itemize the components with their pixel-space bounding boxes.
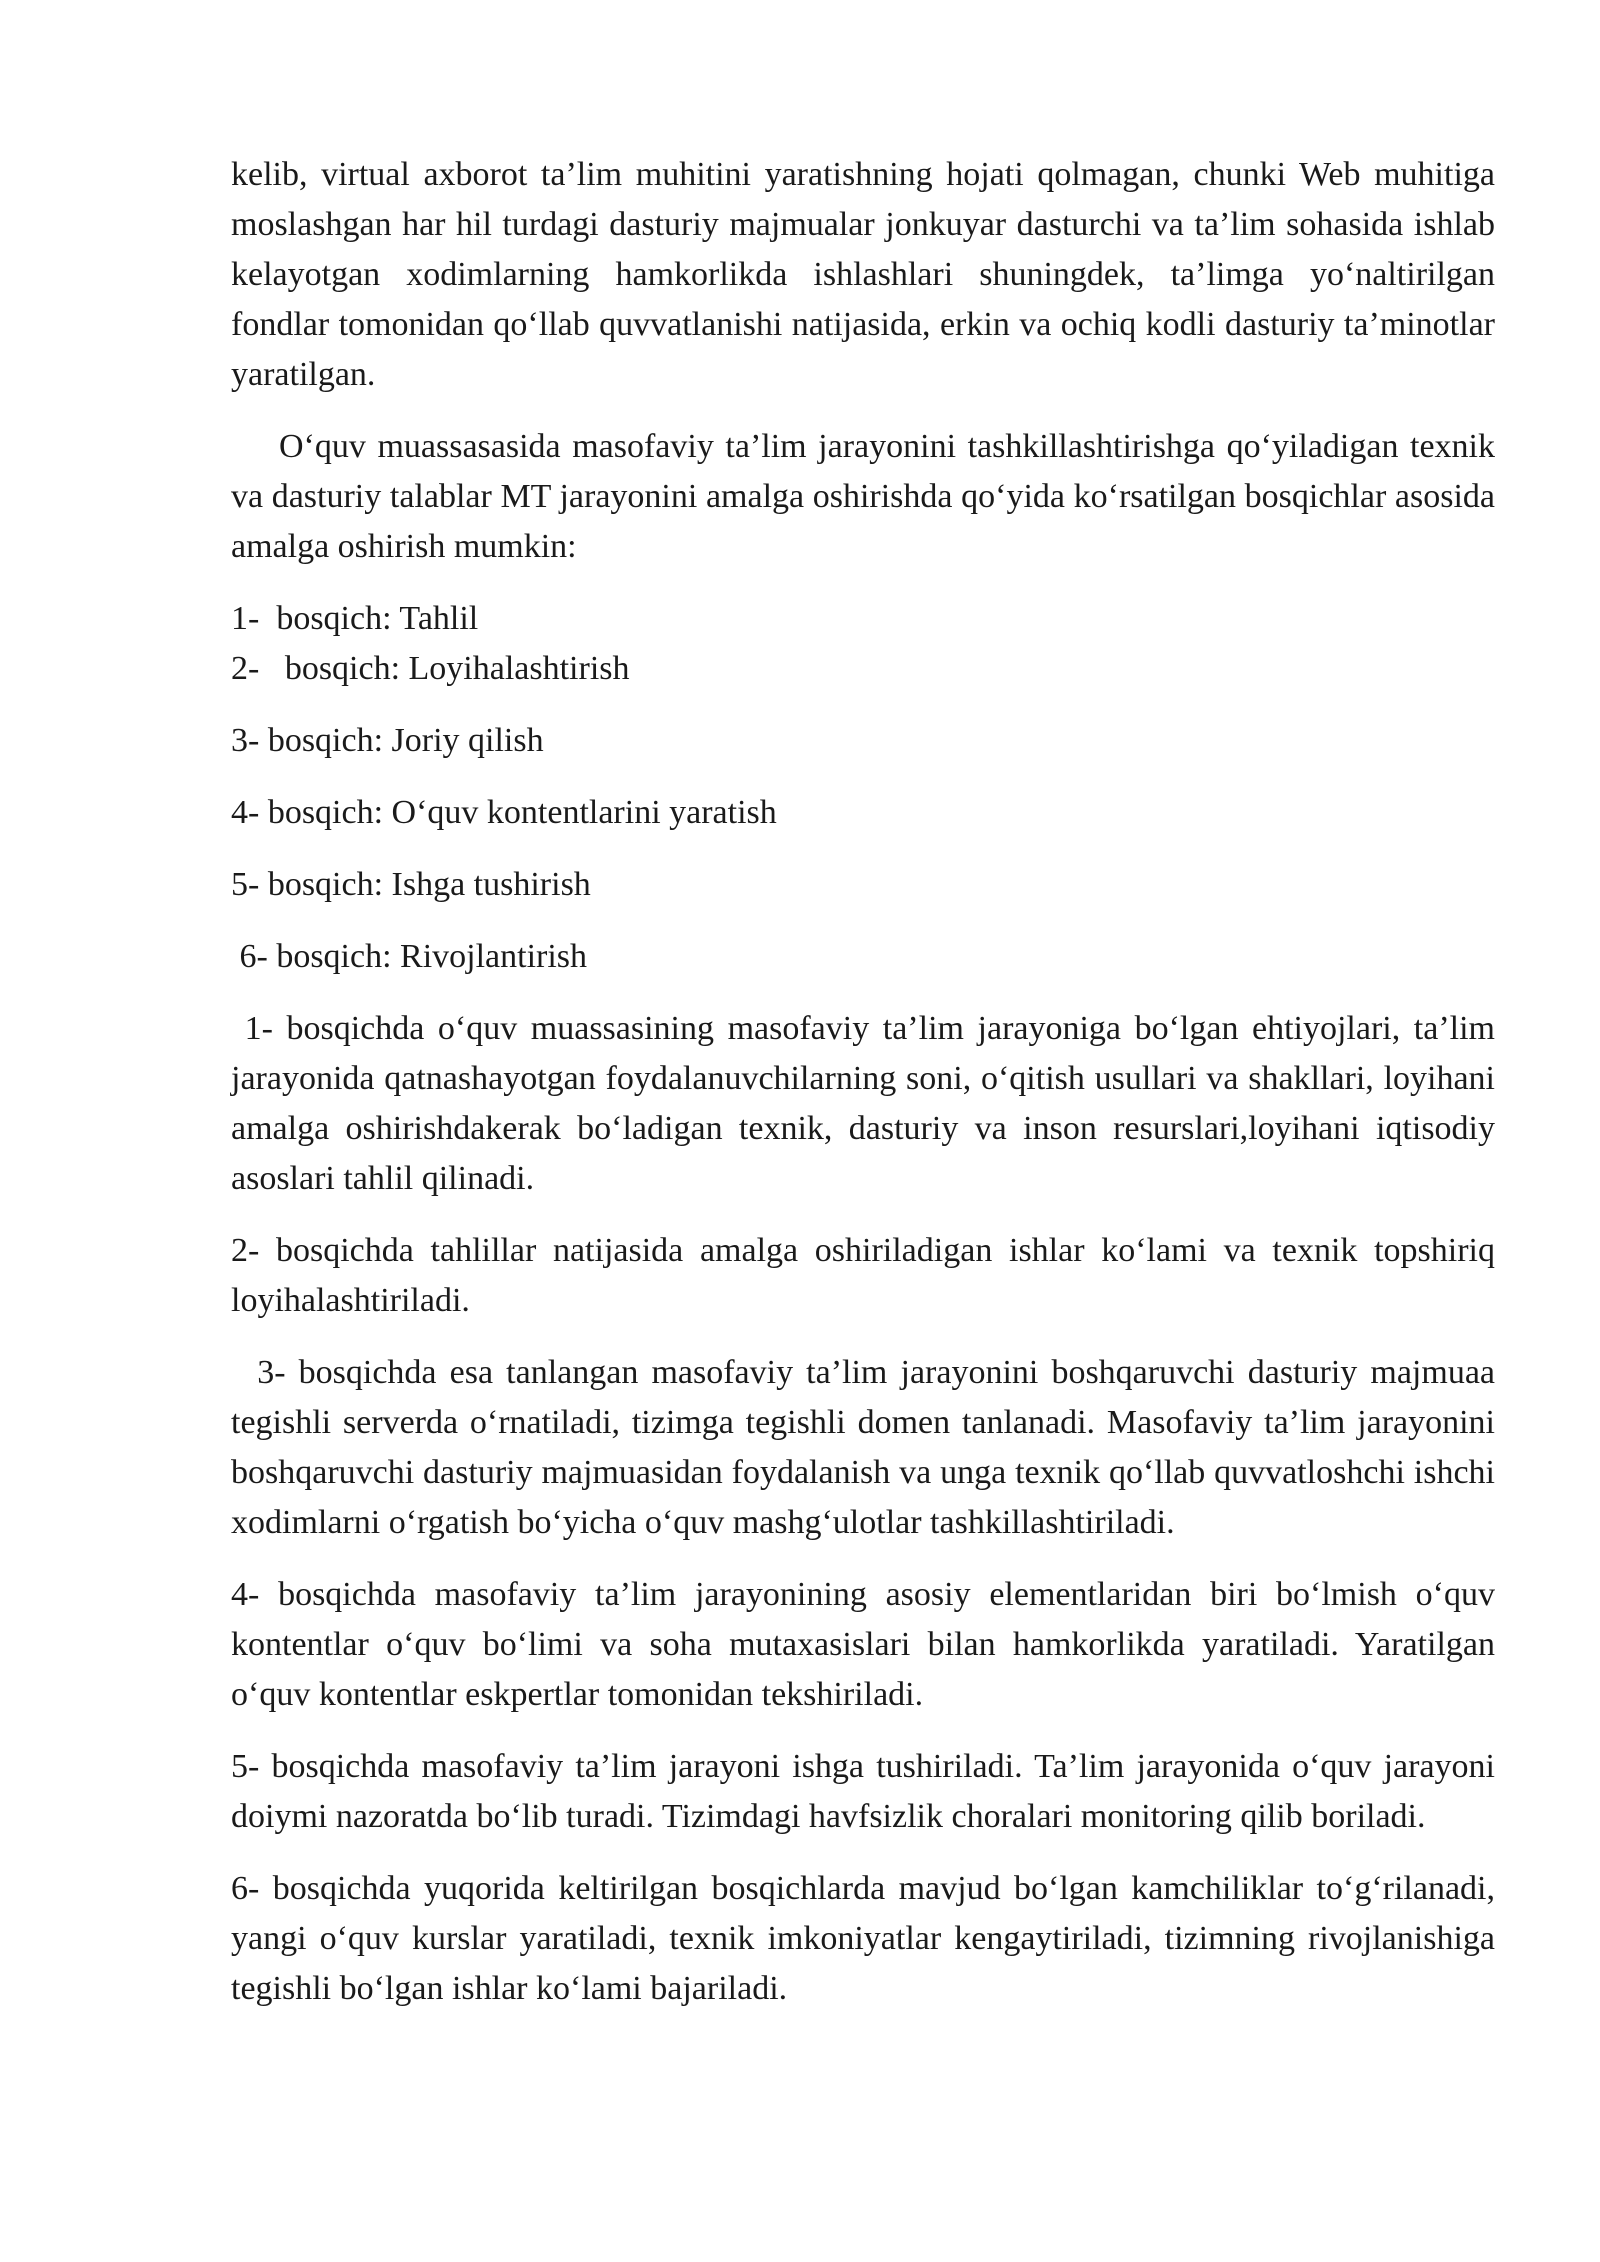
intro-paragraph: kelib, virtual axborot ta’lim muhitini yaratishning hojati qolmagan, chunki Web muhitiga moslashgan har hil turdagi dasturiy majmualar jonkuyar dasturchi va ta’lim sohasida ishlab kelayotgan xodimlarning hamkorlikda ishlashlari shuningdek, ta’limga yo‘naltirilgan fondlar tomonidan qo‘llab quvvatlanishi natijasida, erkin va ochiq kodli dasturiy ta’minotlar yaratilgan. xyxy=(231,156,1495,393)
step-detail-6: 6- bosqichda yuqorida keltirilgan bosqichlarda mavjud bo‘lgan kamchiliklar to‘g‘rilanadi, yangi o‘quv kurslar yaratiladi, texnik imkoniyatlar kengaytiriladi, tizimning rivojlanishiga tegishli bo‘lgan ishlar ko‘lami bajariladi. xyxy=(231,1870,1495,2007)
step-item-5: 5- bosqich: Ishga tushirish xyxy=(231,866,591,903)
step-detail-5: 5- bosqichda masofaviy ta’lim jarayoni ishga tushiriladi. Ta’lim jarayonida o‘quv jarayoni doiymi nazoratda bo‘lib turadi. Tizimdagi havfsizlik choralari monitoring qilib boriladi. xyxy=(231,1748,1495,1835)
step-item-6: 6- bosqich: Rivojlantirish xyxy=(231,938,588,975)
document-page xyxy=(231,150,1504,2014)
step-item-1: 1- bosqich: Tahlil xyxy=(231,600,479,637)
step-detail-1: 1- bosqichda o‘quv muassasining masofaviy ta’lim jarayoniga bo‘lgan ehtiyojlari, ta’lim jarayonida qatnashayotgan foydalanuvchilarning soni, o‘qitish usullari va shakllari, loyihani amalga oshirishdakerak bo‘ladigan texnik, dasturiy va inson resurslari,loyihani iqtisodiy asoslari tahlil qilinadi. xyxy=(231,1010,1504,1197)
step-detail-2: 2- bosqichda tahlillar natijasida amalga oshiriladigan ishlar ko‘lami va texnik topshiriq loyihalashtiriladi. xyxy=(231,1232,1495,1319)
step-item-3: 3- bosqich: Joriy qilish xyxy=(231,722,544,759)
step-item-2: 2- bosqich: Loyihalashtirish xyxy=(231,650,630,687)
step-detail-4: 4- bosqichda masofaviy ta’lim jarayonining asosiy elementlaridan biri bo‘lmish o‘quv kontentlar o‘quv bo‘limi va soha mutaxasislari bilan hamkorlikda yaratiladi. Yaratilgan o‘quv kontentlar eskpertlar tomonidan tekshiriladi. xyxy=(231,1576,1495,1713)
step-detail-3: 3- bosqichda esa tanlangan masofaviy ta’lim jarayonini boshqaruvchi dasturiy majmuaa tegishli serverda o‘rnatiladi, tizimga tegishli domen tanlanadi. Masofaviy ta’lim jarayonini boshqaruvchi dasturiy majmuasidan foydalanish va unga texnik qo‘llab quvvatloshchi ishchi xodimlarni o‘rgatish bo‘yicha o‘quv mashg‘ulotlar tashkillashtiriladi. xyxy=(231,1354,1504,1541)
step-item-4: 4- bosqich: O‘quv kontentlarini yaratish xyxy=(231,794,777,831)
requirements-paragraph: O‘quv muassasasida masofaviy ta’lim jarayonini tashkillashtirishga qo‘yiladigan texnik va dasturiy talablar MT jarayonini amalga oshirishda qo‘yida ko‘rsatilgan bosqichlar asosida amalga oshirish mumkin: xyxy=(231,428,1495,565)
